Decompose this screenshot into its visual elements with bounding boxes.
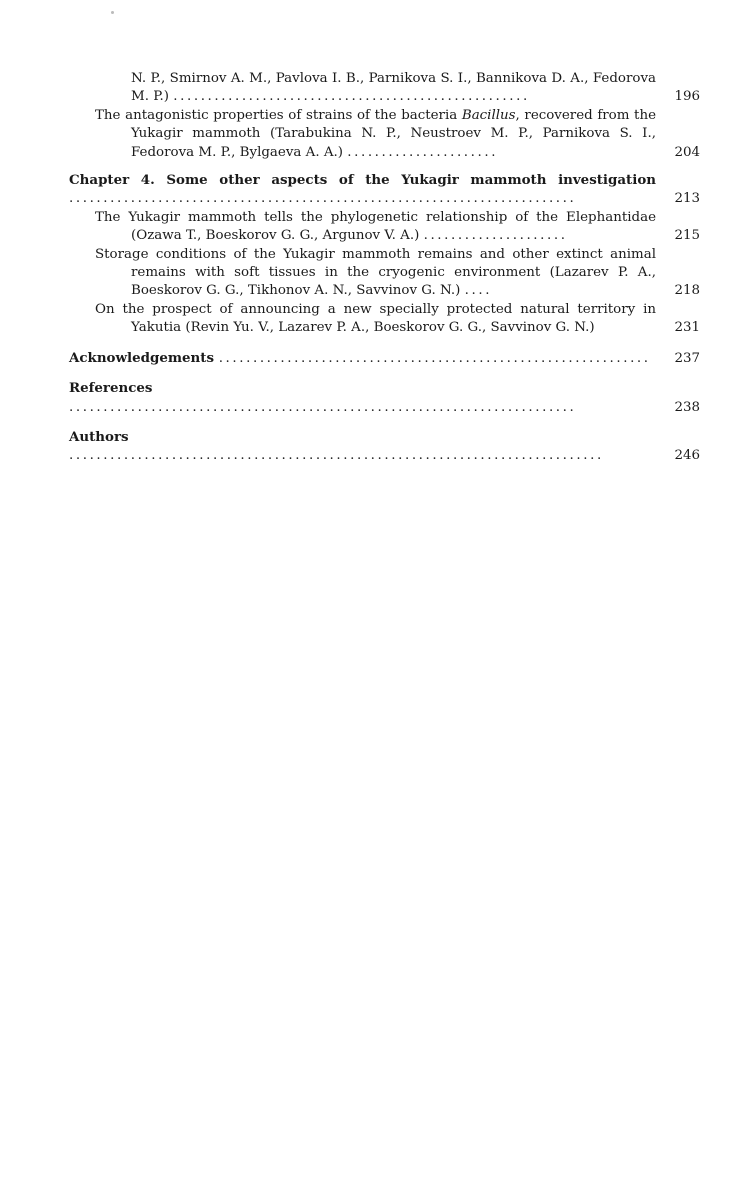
dot-leader: ..............................................................................: [69, 448, 604, 464]
toc-section-title: References: [69, 380, 153, 397]
toc-page-number: 218: [674, 283, 700, 299]
toc-entry-title: The Yukagir mammoth tells the phylogenetic relationship of the Elephantidae (Ozawa T., Boeskorov G. G., Argunov V. A.): [95, 209, 656, 244]
toc-entry-title: On the prospect of announcing a new specially protected natural territory in Yakutia (Revin Yu. V., Lazarev P. A., Boeskorov G. G., Savvinov G. N.): [95, 301, 656, 336]
toc-entry-section: [69, 379, 700, 417]
toc-entry-title: Storage conditions of the Yukagir mammoth remains and other extinct animal remains with soft tissues in the cryogenic environment (Lazarev P. A., Boeskorov G. G., Tikhonov A. N., Savvinov G. N.): [95, 246, 656, 299]
toc-page-number: 231: [674, 320, 700, 336]
toc-page-number: 215: [674, 228, 700, 244]
toc-entry-article: [69, 246, 700, 301]
toc-entry-italic-term: Bacillus: [461, 107, 516, 123]
dot-leader: ..........................................................................: [69, 399, 577, 415]
toc-entry-chapter: [69, 171, 700, 209]
toc-section-title: Acknowledgements: [69, 349, 215, 366]
toc-entry-title: N. P., Smirnov A. M., Pavlova I. B., Parnikova S. I., Bannikova D. A., Fedorova M. P.): [131, 71, 656, 105]
dot-leader: .....................: [423, 228, 568, 244]
toc-entry-article: [69, 301, 700, 338]
toc-page-number: 237: [674, 350, 700, 366]
dot-leader: ....................................................: [173, 89, 530, 105]
scan-speck: [111, 11, 114, 14]
toc-entry-title-part: The antagonistic properties of strains of the bacteria: [95, 107, 462, 123]
toc-entry-section: [69, 349, 700, 368]
toc-entry-article: [69, 107, 700, 162]
toc-chapter-title: Chapter 4. Some other aspects of the Yukagir mammoth investigation: [69, 172, 656, 189]
dot-leader: ....: [464, 283, 493, 299]
toc-page-number: 196: [674, 89, 700, 105]
dot-leader: ...............................................................: [218, 350, 651, 366]
dot-leader: ..........................................................................: [69, 191, 577, 207]
toc-entry-section: [69, 428, 700, 466]
toc-entry-continuation: [69, 70, 700, 107]
toc-page-number: 238: [674, 399, 700, 415]
toc-entry-title-part: , recovered from the Yukagir mammoth (Tarabukina N. P., Neustroev M. P., Parnikova S. I., Fedorova M. P., Bylgaeva A. A.): [131, 107, 656, 160]
table-of-contents: [69, 70, 700, 466]
dot-leader: ......................: [347, 144, 499, 160]
toc-page-number: 204: [674, 144, 700, 160]
toc-entry-article: [69, 209, 700, 246]
toc-page-number: 213: [674, 191, 700, 207]
toc-page-number: 246: [674, 448, 700, 464]
toc-section-title: Authors: [69, 428, 129, 445]
